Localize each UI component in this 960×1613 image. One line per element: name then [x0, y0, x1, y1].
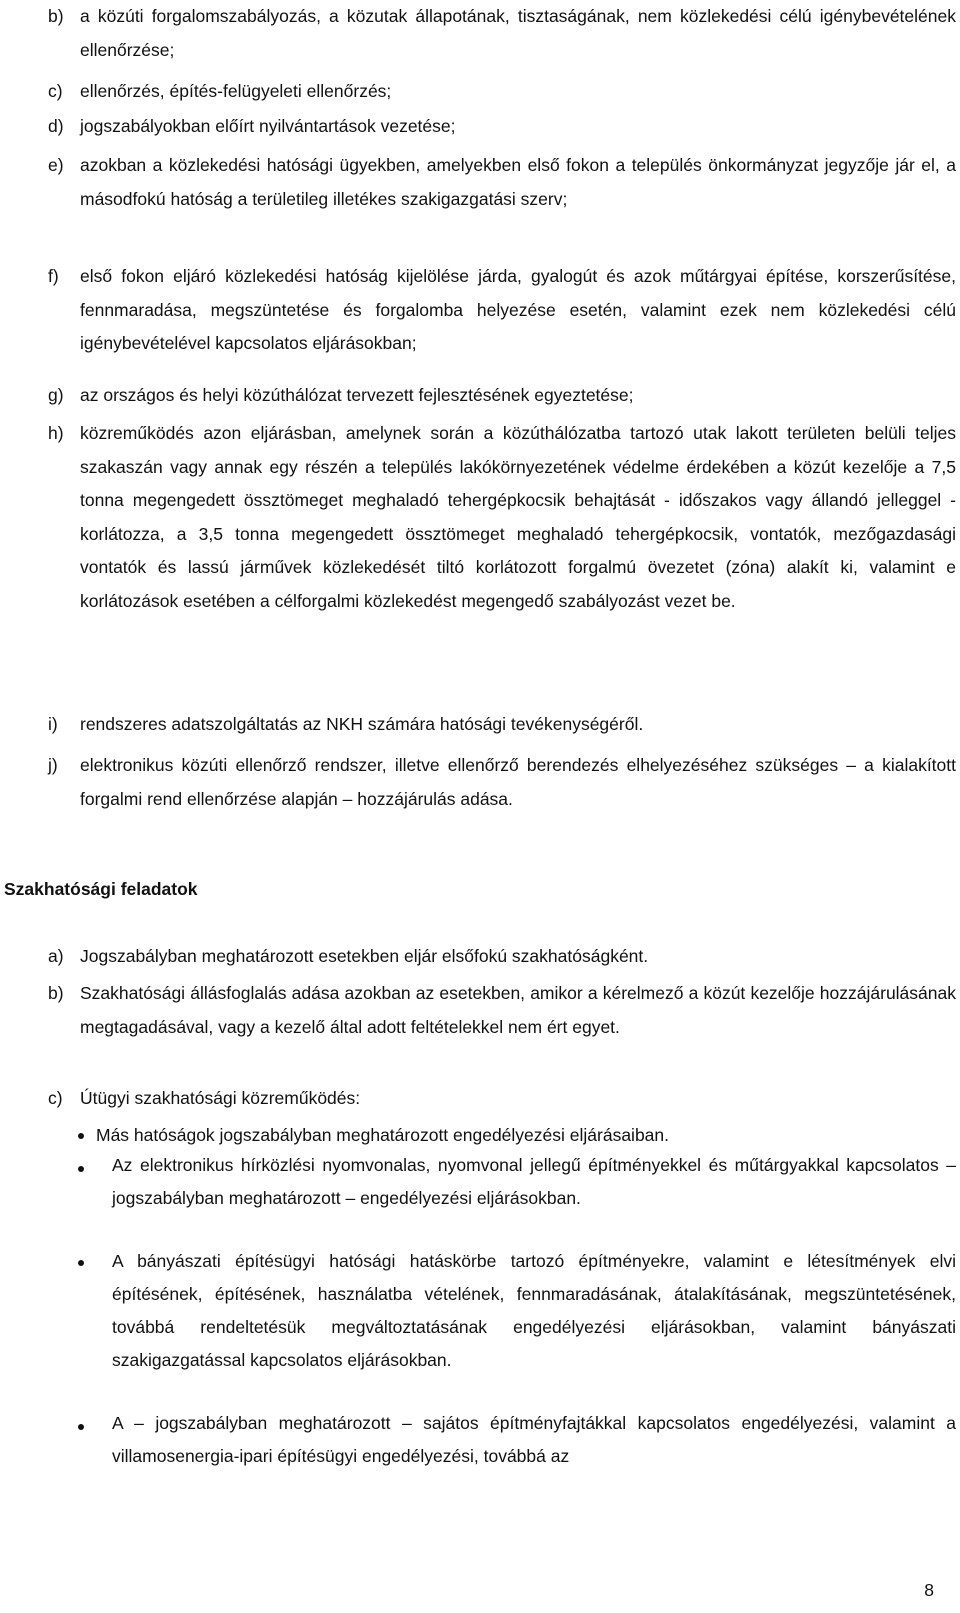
section-heading: Szakhatósági feladatok [4, 879, 198, 899]
list-item-b: a közúti forgalomszabályozás, a közutak állapotának, tisztaságának, nem közlekedési célú igénybevételének ellenőrzése; [80, 6, 956, 60]
list-label-c2: c) [48, 1088, 63, 1108]
list-item-j: elektronikus közúti ellenőrző rendszer, illetve ellenőrző berendezés elhelyezéséhez szükséges – a kialakított forgalmi rend ellenőrzése alapján – hozzájárulás adása. [80, 755, 956, 809]
bullet-item-4: A – jogszabályban meghatározott – sajátos építményfajtákkal kapcsolatos engedélyezési, valamint a villamosenergia-ipari építésügyi engedélyezési, továbbá az [112, 1413, 956, 1466]
bullet-icon [78, 1260, 84, 1266]
list-label-a2: a) [48, 946, 64, 966]
list-label-d: d) [48, 116, 64, 136]
list-label-e: e) [48, 155, 64, 175]
list-item-f: első fokon eljáró közlekedési hatóság kijelölése járda, gyalogút és azok műtárgyai építése, korszerűsítése, fennmaradása, megszüntetése és forgalomba helyezése esetén, valamint ezek nem közlekedési célú igénybevételével kapcsolatos eljárásokban; [80, 266, 956, 353]
bullet-item-3: A bányászati építésügyi hatósági hatáskörbe tartozó építményekre, valamint e létesítmények elvi építésének, építésének, használatba vételének, fennmaradásának, átalakításának, megszüntetésének, továbbá rendeltetésük megváltoztatásának engedélyezési eljárásokban, valamint bányászati szakigazgatással kapcsolatos eljárásokban. [112, 1251, 956, 1370]
list-item-c: ellenőrzés, építés-felügyeleti ellenőrzés; [80, 81, 392, 101]
list-label-i: i) [48, 714, 58, 734]
list-item-e: azokban a közlekedési hatósági ügyekben, amelyekben első fokon a település önkormányzat jegyzője jár el, a másodfokú hatóság a területileg illetékes szakigazgatási szerv; [80, 155, 956, 209]
list-item-d: jogszabályokban előírt nyilvántartások vezetése; [80, 116, 456, 136]
bullet-item-2: Az elektronikus hírközlési nyomvonalas, nyomvonal jellegű építményekkel és műtárgyakkal kapcsolatos – jogszabályban meghatározott – engedélyezési eljárásokban. [112, 1155, 956, 1208]
list-label-j: j) [48, 755, 58, 775]
list-label-b2: b) [48, 983, 64, 1003]
list-label-b: b) [48, 6, 64, 26]
list-label-f: f) [48, 266, 59, 286]
list-label-g: g) [48, 385, 64, 405]
bullet-icon [78, 1166, 84, 1172]
list-item-h: közreműködés azon eljárásban, amelynek során a közúthálózatba tartozó utak lakott területen belüli teljes szakaszán vagy annak egy részén a település lakókörnyezetének védelme érdekében a közút kezelője a 7,5 tonna megengedett össztömeget meghaladó tehergépkocsik behajtását - időszakos vagy állandó jelleggel - korlátozza, a 3,5 tonna megengedett össztömeget meghaladó tehergépkocsik, vontatók, mezőgazdasági vontatók és lassú járművek közlekedését tiltó korlátozott forgalmú övezetet (zóna) alakít ki, valamint e korlátozások esetében a célforgalmi közlekedést megengedő szabályozást vezet be. [80, 423, 956, 611]
list-item-b2: Szakhatósági állásfoglalás adása azokban az esetekben, amikor a kérelmező a közút kezelője hozzájárulásának megtagadásával, vagy a kezelő által adott feltételekkel nem ért egyet. [80, 983, 956, 1037]
list-item-i: rendszeres adatszolgáltatás az NKH számára hatósági tevékenységéről. [80, 714, 644, 734]
list-label-h: h) [48, 423, 64, 443]
bullet-item-1: Más hatóságok jogszabályban meghatározott engedélyezési eljárásaiban. [96, 1125, 670, 1145]
bullet-icon [78, 1424, 84, 1430]
list-label-c: c) [48, 81, 63, 101]
list-item-c2: Útügyi szakhatósági közreműködés: [80, 1088, 361, 1108]
bullet-icon [78, 1133, 84, 1139]
list-item-g: az országos és helyi közúthálózat tervezett fejlesztésének egyeztetése; [80, 385, 634, 405]
list-item-a2: Jogszabályban meghatározott esetekben eljár elsőfokú szakhatóságként. [80, 946, 649, 966]
page-number: 8 [924, 1580, 934, 1600]
